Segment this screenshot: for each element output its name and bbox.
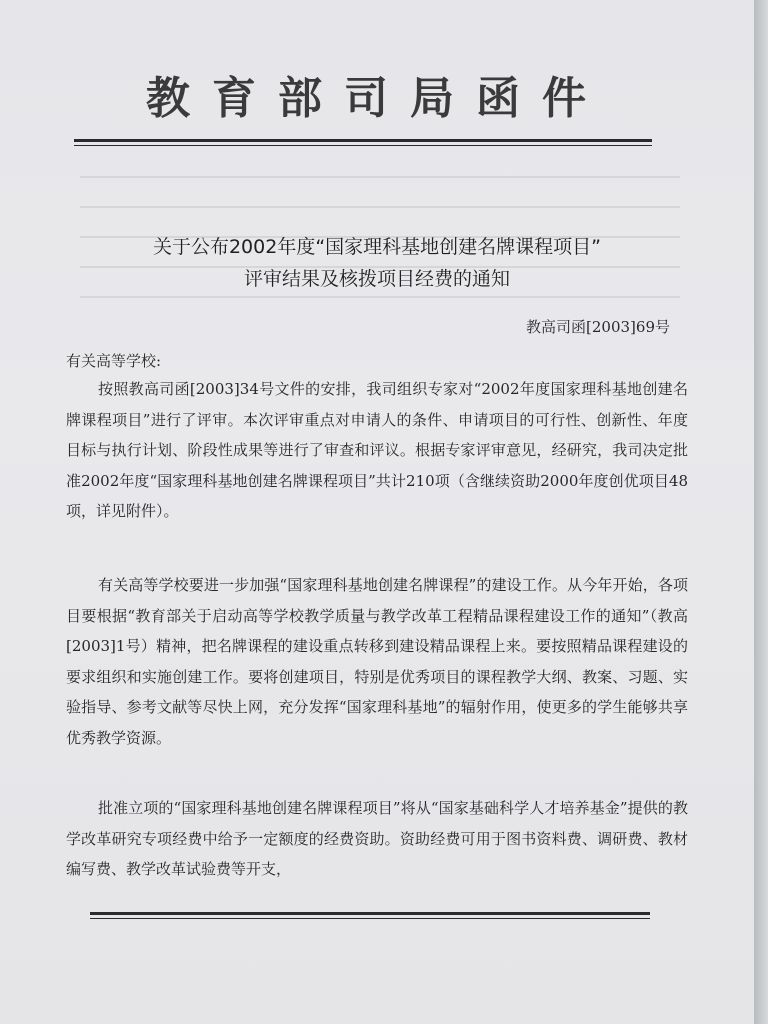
footer-rule (90, 912, 650, 919)
body-paragraph-3: 批准立项的“国家理科基地创建名牌课程项目”将从“国家基础科学人才培养基金”提供的教学改革研究专项经费中给予一定额度的经费资助。资助经费可用于图书资料费、调研费、教材编写费、教学改革试验费等开支， (66, 799, 688, 878)
notice-title-line-1: 关于公布2002年度“国家理科基地创建名牌课程项目” (152, 236, 602, 258)
notice-title-line-2: 评审结果及核拨项目经费的通知 (243, 268, 510, 290)
document-number: 教高司函[2003]69号 (526, 318, 670, 336)
letterhead-rule (74, 139, 652, 146)
body-paragraph-2: 有关高等学校要进一步加强“国家理科基地创建名牌课程”的建设工作。从今年开始，各项目要根据“教育部关于启动高等学校教学质量与教学改革工程精品课程建设工作的通知”（教高[2003]1号）精神，把名牌课程的建设重点转移到建设精品课程上来。要按照精品课程建设的要求组织和实施创建工作。要将创建项目，特别是优秀项目的课程教学大纲、教案、习题、实验指导、参考文献等尽快上网，充分发挥“国家理科基地”的辐射作用，使更多的学生能够共享优秀教学资源。 (66, 576, 688, 747)
body-paragraph-1: 按照教高司函[2003]34号文件的安排，我司组织专家对“2002年度国家理科基地创建名牌课程项目”进行了评审。本次评审重点对申请人的条件、申请项目的可行性、创新性、年度目标与执行计划、阶段性成果等进行了审查和评议。根据专家评审意见，经研究，我司决定批准2002年度“国家理科基地创建名牌课程项目”共计210项（含继续资助2000年度创优项目48项，详见附件）。 (66, 380, 688, 520)
letterhead-title: 教育部司局函件 (146, 73, 608, 124)
addressee: 有关高等学校: (66, 352, 162, 370)
page-edge-shadow (754, 0, 768, 1024)
